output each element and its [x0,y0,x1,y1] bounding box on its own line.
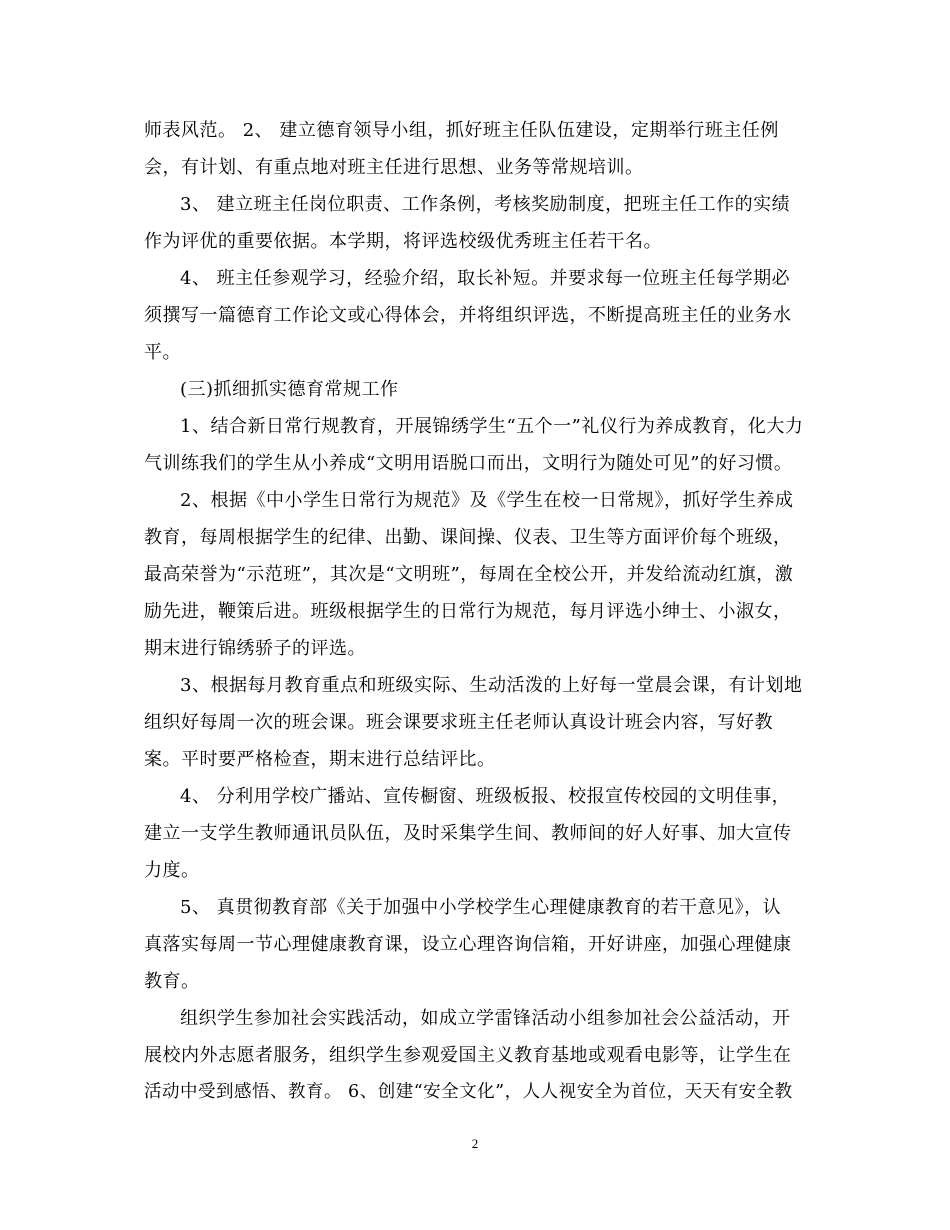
text-line: 组织学生参加社会实践活动，如成立学雷锋活动小组参加社会公益活动，开 [180,1008,791,1029]
text-line: 5、 真贯彻教育部《关于加强中小学校学生心理健康教育的若干意见》，认 [180,897,782,918]
text-line: 气训练我们的学生从小养成“文明用语脱口而出，文明行为随处可见”的好习惯。 [144,453,793,474]
text-line: 师表风范。 2、 建立德育领导小组，抓好班主任队伍建设，定期举行班主任例 [144,120,779,141]
text-line: 作为评优的重要依据。本学期，将评选校级优秀班主任若干名。 [144,231,662,252]
text-line: 励先进，鞭策后进。班级根据学生的日常行为规范，每月评选小绅士、小淑女， [144,601,792,622]
text-line: 3、 建立班主任岗位职责、工作条例，考核奖励制度，把班主任工作的实绩 [180,194,791,215]
text-line: 最高荣誉为“示范班”，其次是“文明班”，每周在全校公开，并发给流动红旗，激 [144,564,794,585]
text-line: 会，有计划、有重点地对班主任进行思想、业务等常规培训。 [144,157,644,178]
text-line: 须撰写一篇德育工作论文或心得体会，并将组织评选，不断提高班主任的业务水 [144,305,792,326]
text-line: 组织好每周一次的班会课。班会课要求班主任老师认真设计班会内容，写好教 [144,712,773,733]
text-line: 展校内外志愿者服务，组织学生参观爱国主义教育基地或观看电影等，让学生在 [144,1045,792,1066]
text-line: 真落实每周一节心理健康教育课，设立心理咨询信箱，开好讲座，加强心理健康 [144,934,792,955]
text-line: 教育。 [144,971,200,992]
text-line: 1、结合新日常行规教育，开展锦绣学生“五个一”礼仪行为养成教育，化大力 [180,416,804,437]
text-line: 4、 分利用学校广播站、宣传橱窗、班级板报、校报宣传校园的文明佳事， [180,786,791,807]
text-line: 期末进行锦绣骄子的评选。 [144,638,366,659]
document-body [144,112,809,1111]
text-line: 平。 [144,342,181,363]
text-line: (三)抓细抓实德育常规工作 [180,379,399,400]
text-line: 力度。 [144,860,200,881]
text-line: 4、 班主任参观学习，经验介绍，取长补短。并要求每一位班主任每学期必 [180,268,791,289]
text-line: 建立一支学生教师通讯员队伍，及时采集学生间、教师间的好人好事、加大宣传 [144,823,792,844]
text-line: 3、根据每月教育重点和班级实际、生动活泼的上好每一堂晨会课，有计划地 [180,675,803,696]
page-number: 2 [471,1136,479,1151]
text-line: 案。平时要严格检查，期末进行总结评比。 [144,749,496,770]
text-line: 活动中受到感悟、教育。 6、创建“安全文化”，人人视安全为首位，天天有安全教 [144,1082,793,1102]
text-line: 教育，每周根据学生的纪律、出勤、课间操、仪表、卫生等方面评价每个班级， [144,527,792,548]
text-line: 2、根据《中小学生日常行为规范》及《学生在校一日常规》，抓好学生养成 [180,490,794,511]
